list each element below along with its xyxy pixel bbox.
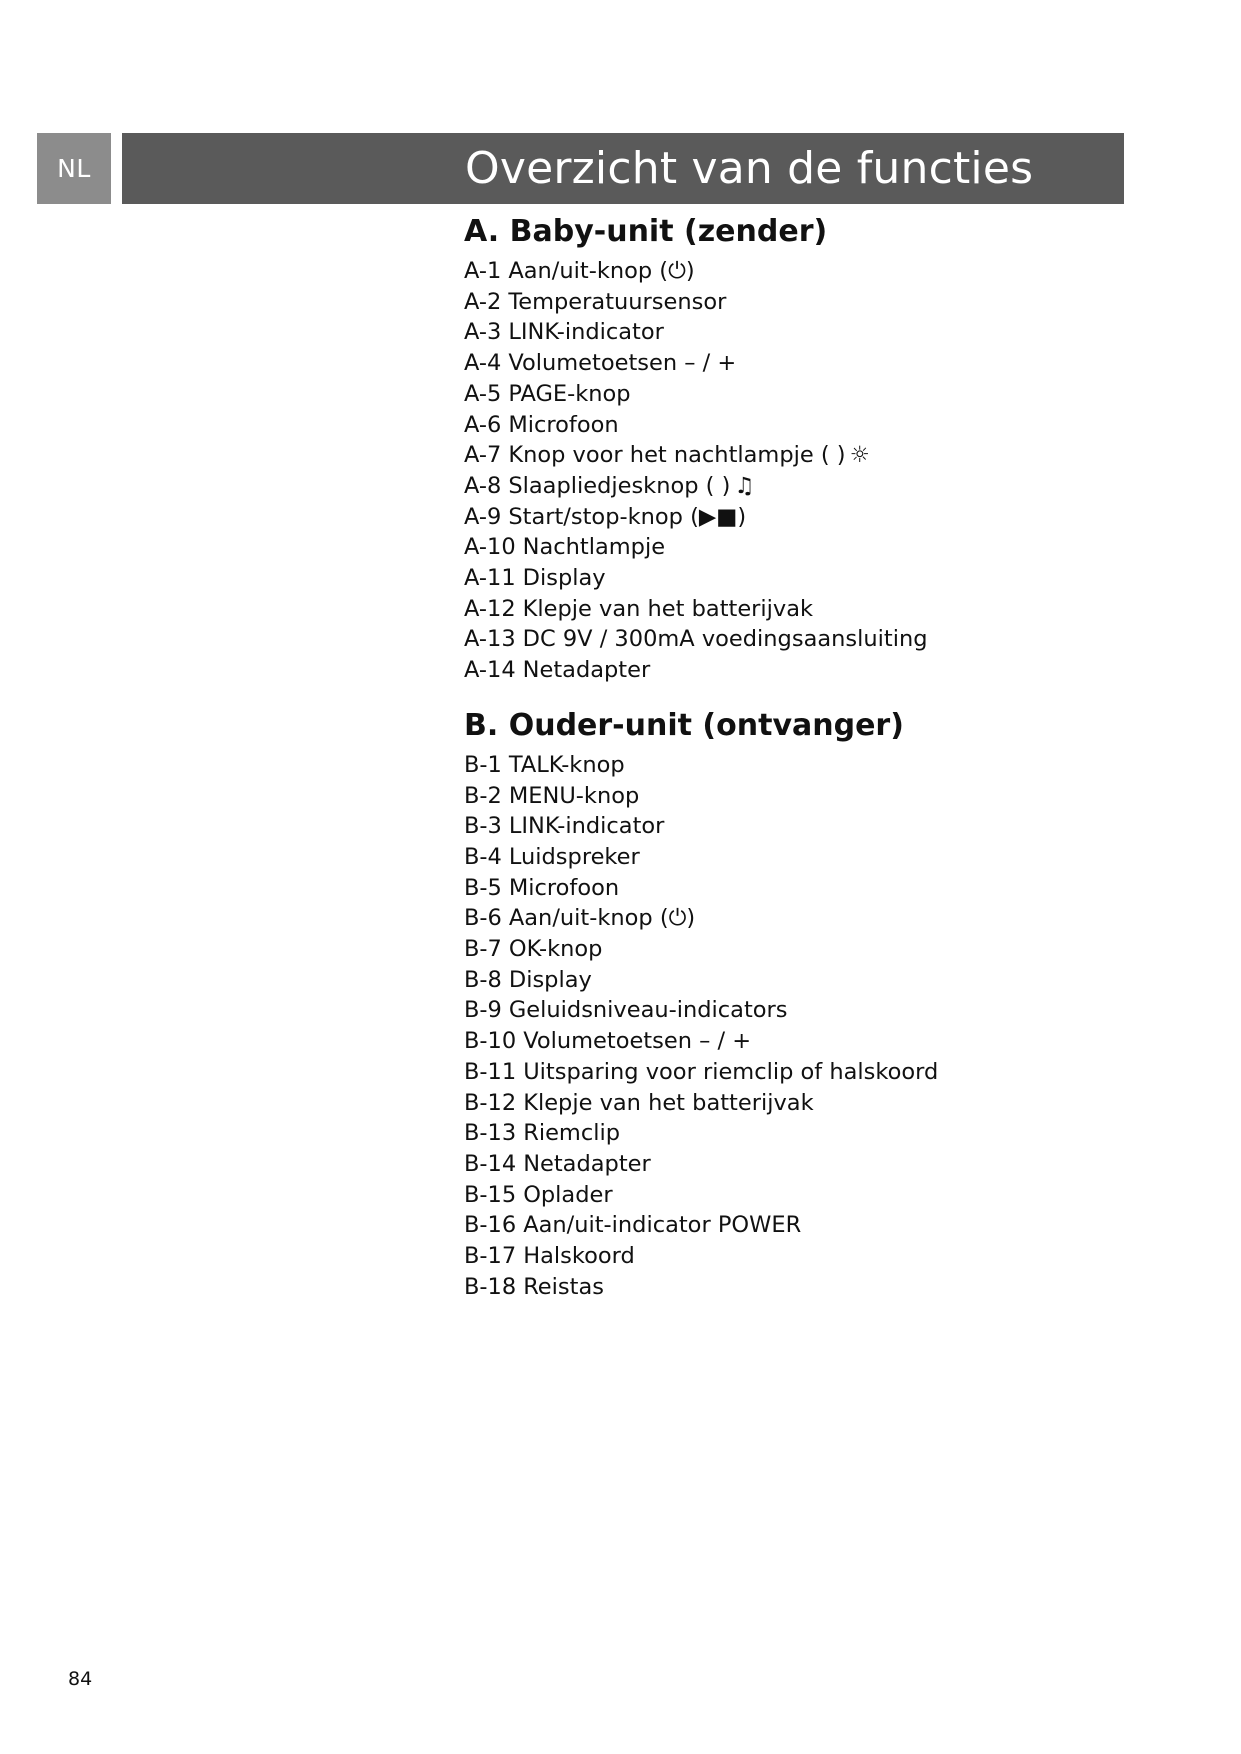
list-item [464, 256, 1164, 287]
list-item [464, 1272, 1164, 1303]
item-code: B-16 [464, 1212, 517, 1239]
item-label: Aan/uit-indicator POWER [523, 1212, 802, 1239]
item-label: Microfoon [508, 411, 619, 438]
item-label: Nachtlampje [522, 534, 666, 561]
item-label: Start/stop-knop (▶■) [508, 503, 747, 530]
item-label: LINK-indicator [508, 319, 664, 346]
item-label: Aan/uit-knop (⏻) [508, 905, 696, 932]
list-item [464, 1057, 1164, 1088]
list-item [464, 379, 1164, 410]
item-code: A-5 [464, 380, 502, 407]
item-label: MENU-knop [508, 782, 640, 809]
list-item [464, 781, 1164, 812]
list-item [464, 502, 1164, 533]
list-item [464, 965, 1164, 996]
item-label: Geluidsniveau-indicators [508, 997, 788, 1024]
list-item [464, 811, 1164, 842]
item-code: B-1 [464, 751, 502, 778]
item-label: Aan/uit-knop (⏻) [508, 258, 695, 284]
list-item [464, 934, 1164, 965]
list-item [464, 1118, 1164, 1149]
item-label: Volumetoetsen – / + [523, 1028, 752, 1055]
item-code: A-4 [464, 350, 502, 377]
feature-overview [464, 208, 1164, 1303]
list-item [464, 873, 1164, 904]
list-item [464, 532, 1164, 563]
item-label: Slaapliedjesknop ( ) [508, 472, 731, 499]
item-label: Reistas [523, 1273, 604, 1300]
list-item [464, 995, 1164, 1026]
item-code: B-7 [464, 936, 502, 963]
list-item [464, 287, 1164, 318]
item-label: Netadapter [522, 657, 651, 684]
list-item [464, 471, 1164, 502]
item-code: B-18 [464, 1273, 517, 1300]
item-label: Uitsparing voor riemclip of halskoord [523, 1058, 939, 1085]
list-item [464, 1026, 1164, 1057]
baby-unit-list [464, 256, 1164, 686]
list-item [464, 1241, 1164, 1272]
list-item [464, 750, 1164, 781]
item-code: A-3 [464, 319, 502, 346]
item-code: B-13 [464, 1120, 517, 1147]
item-code: B-14 [464, 1150, 517, 1177]
item-label: Netadapter [523, 1150, 651, 1177]
item-label: Halskoord [523, 1243, 635, 1270]
title-bar [122, 133, 1124, 204]
item-label: Riemclip [523, 1120, 620, 1147]
item-code: A-8 [464, 472, 502, 499]
item-label: PAGE-knop [508, 380, 631, 407]
item-code: B-17 [464, 1243, 517, 1270]
list-item [464, 903, 1164, 934]
list-item [464, 348, 1164, 379]
page-title: Overzicht van de functies [465, 143, 1034, 194]
item-label: OK-knop [508, 936, 603, 963]
list-item [464, 563, 1164, 594]
item-code: A-1 [464, 258, 502, 284]
nightlight-icon: ☼ [849, 442, 870, 469]
item-label: LINK-indicator [508, 813, 665, 840]
item-code: A-10 [464, 534, 516, 561]
item-code: B-3 [464, 813, 502, 840]
list-item [464, 655, 1164, 686]
music-note-icon: ♫ [734, 472, 755, 499]
item-label: Display [522, 565, 606, 592]
item-code: A-13 [464, 626, 516, 653]
page-number: 84 [68, 1668, 93, 1690]
item-code: A-6 [464, 411, 502, 438]
item-label: Luidspreker [508, 843, 640, 870]
language-tab: NL [37, 133, 111, 204]
item-code: A-11 [464, 565, 516, 592]
item-label: Klepje van het batterijvak [522, 595, 814, 622]
item-label: Display [508, 966, 592, 993]
section-heading-parent-unit: B. Ouder-unit (ontvanger) [464, 707, 904, 743]
item-code: B-12 [464, 1089, 517, 1116]
item-code: B-6 [464, 905, 502, 932]
item-label: Klepje van het batterijvak [523, 1089, 814, 1116]
list-item [464, 1180, 1164, 1211]
item-code: B-8 [464, 966, 502, 993]
item-code: B-4 [464, 843, 502, 870]
item-label: Knop voor het nachtlampje ( ) [508, 442, 846, 469]
item-label: Temperatuursensor [508, 288, 727, 315]
section-heading-baby-unit: A. Baby-unit (zender) [464, 214, 828, 249]
parent-unit-list [464, 750, 1164, 1303]
list-item [464, 440, 1164, 471]
item-code: B-5 [464, 874, 502, 901]
list-item [464, 1210, 1164, 1241]
section-parent-unit [464, 702, 1164, 1303]
item-code: B-11 [464, 1058, 517, 1085]
item-code: A-2 [464, 288, 502, 315]
item-label: Oplader [523, 1181, 613, 1208]
item-code: B-9 [464, 997, 502, 1024]
item-code: B-10 [464, 1028, 517, 1055]
list-item [464, 1088, 1164, 1119]
item-code: A-14 [464, 657, 516, 684]
item-code: A-7 [464, 442, 502, 469]
item-code: B-15 [464, 1181, 517, 1208]
item-label: Microfoon [508, 874, 620, 901]
list-item [464, 594, 1164, 625]
list-item [464, 1149, 1164, 1180]
item-code: B-2 [464, 782, 502, 809]
section-baby-unit [464, 208, 1164, 686]
item-code: A-12 [464, 595, 516, 622]
list-item [464, 624, 1164, 655]
list-item [464, 410, 1164, 441]
item-label: TALK-knop [508, 751, 625, 778]
list-item [464, 842, 1164, 873]
list-item [464, 317, 1164, 348]
item-label: DC 9V / 300mA voedingsaansluiting [522, 626, 928, 653]
item-label: Volumetoetsen – / + [508, 350, 737, 377]
item-code: A-9 [464, 503, 502, 530]
